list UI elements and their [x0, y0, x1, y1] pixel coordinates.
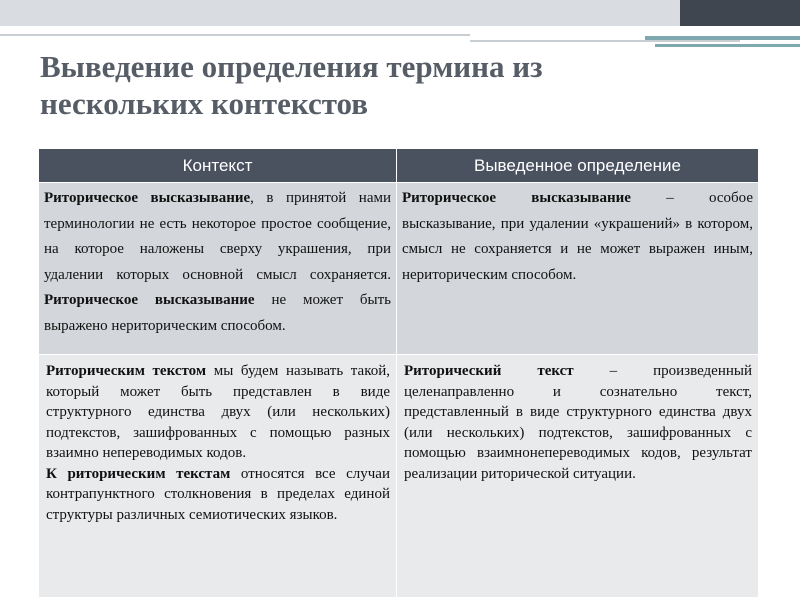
context-cell — [39, 183, 397, 355]
decorative-accent — [655, 44, 800, 47]
context-cell — [39, 355, 397, 598]
definition-text: – особое высказывание, при удалении «украшений» в котором, смысл не сохраняется и не может выражен иным, нериторическим способом. — [402, 190, 753, 283]
top-decorative-band — [0, 0, 800, 26]
context-text: относятся все случаи контрапунктного столкновения в пределах единой структуры различных семиотических языков. — [46, 465, 390, 523]
context-text: , в принятой нами терминологии не есть некоторое простое сообщение, на которое наложены сверху украшения, при удалении которых основной смысл сохраняется. — [44, 190, 391, 283]
definition-text: – произведенный целенаправленно и сознательно текст, представленный в виде структурного единства двух (или нескольких) подтекстов, зашифрованных с помощью взаимнонепереводимых кодов, результат реализации риторической ситуации. — [404, 363, 752, 482]
column-header-context: Контекст — [39, 149, 397, 183]
slide-title: Выведение определения термина из нескольких контекстов — [40, 49, 543, 121]
table-header-row — [39, 149, 759, 183]
table-row — [39, 183, 759, 355]
context-term: К риторическим текстам — [46, 465, 231, 482]
decorative-line — [470, 40, 740, 42]
context-text: не может быть выражено нериторическим способом. — [44, 292, 391, 334]
top-band-light-strip — [0, 0, 680, 26]
context-term: Риторическое высказывание — [44, 292, 255, 308]
definition-cell — [397, 183, 759, 355]
column-header-definition: Выведенное определение — [397, 149, 759, 183]
decorative-line — [0, 34, 470, 36]
context-term: Риторическое высказывание — [44, 190, 251, 206]
definitions-table — [38, 148, 759, 598]
context-text: мы будем называть такой, который может быть представлен в виде структурного единства двух (или нескольких) подтекстов, зашифрованных с помощью разных взаимно непереводимых кодов. — [46, 363, 391, 461]
table-row — [39, 355, 759, 598]
definition-term: Риторический текст — [404, 363, 574, 379]
definition-term: Риторическое высказывание — [402, 190, 631, 206]
definition-cell — [397, 355, 759, 598]
context-term: Риторическим текстом — [46, 363, 207, 379]
decorative-accent — [645, 36, 800, 40]
